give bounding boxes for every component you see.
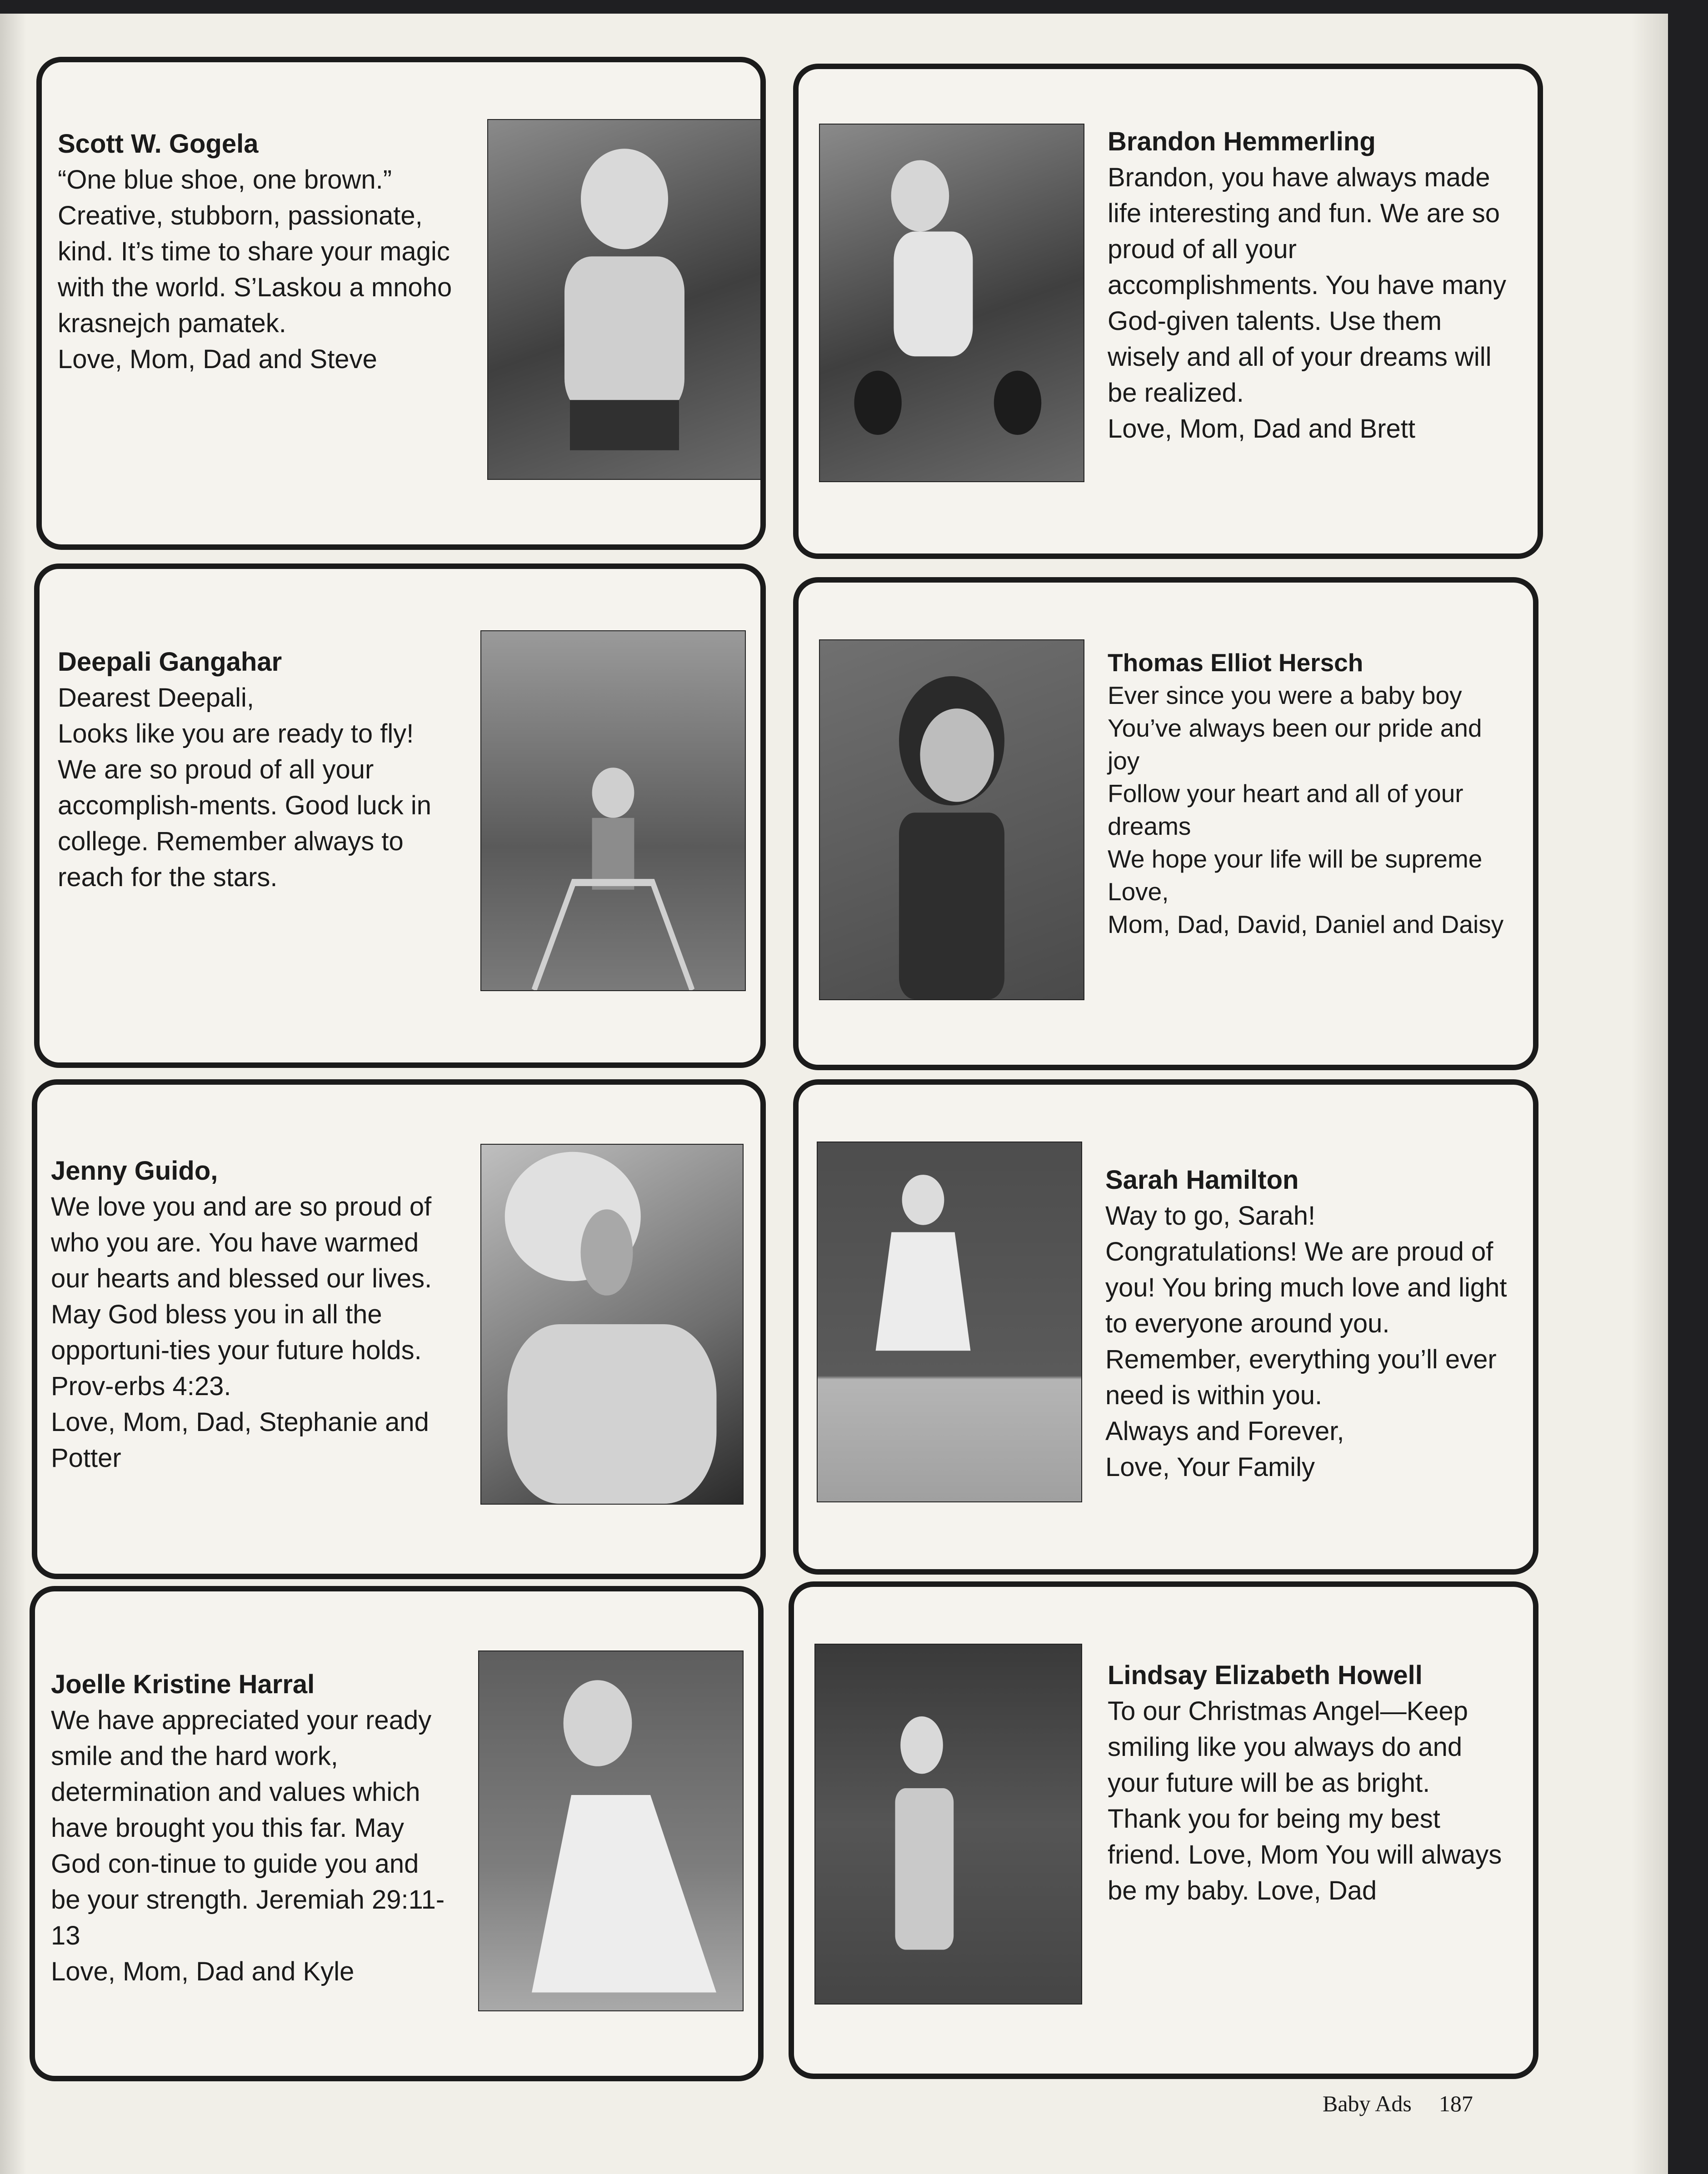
book-spine-shadow	[0, 14, 26, 2174]
baby-photo	[819, 124, 1084, 482]
ad-name: Lindsay Elizabeth Howell	[1108, 1660, 1423, 1690]
ad-name: Jenny Guido,	[51, 1156, 218, 1186]
ad-text	[1108, 124, 1508, 447]
ad-text	[51, 1153, 460, 1476]
ad-message: Ever since you were a baby boy You’ve always been our pride and joy Follow your heart and all of your dreams We hope your life will be supreme Love, Mom, Dad, David, Daniel and Daisy	[1108, 681, 1504, 938]
page-footer	[1323, 2090, 1500, 2117]
ad-message: To our Christmas Angel—Keep smiling like you always do and your future will be as bright. Thank you for being my best friend. Love, Mom You will always be my baby. Love, Dad	[1108, 1696, 1502, 1905]
baby-photo	[480, 1144, 744, 1505]
ad-name: Scott W. Gogela	[58, 129, 259, 159]
baby-ad-joelle-harral	[30, 1586, 764, 2081]
baby-photo	[817, 1142, 1082, 1502]
ad-text	[1108, 1657, 1508, 1909]
ad-message: Way to go, Sarah! Congratulations! We are proud of you! You bring much love and light to everyone around you. Remember, everything you’ll ever need is within you. Always and Forever, Love, Your Family	[1105, 1201, 1507, 1482]
baby-photo	[480, 630, 746, 991]
baby-photo	[819, 639, 1084, 1000]
baby-photo	[478, 1650, 744, 2011]
section-title: Baby Ads	[1323, 2091, 1412, 2116]
page-edge-shadow	[1632, 14, 1668, 2174]
ad-message: “One blue shoe, one brown.” Creative, stubborn, passionate, kind. It’s time to share your magic with the world. S’Laskou a mnoho krasnejch pamatek. Love, Mom, Dad and Steve	[58, 165, 452, 374]
ad-name: Joelle Kristine Harral	[51, 1670, 315, 1699]
yearbook-page	[0, 14, 1668, 2174]
baby-ad-scott-gogela	[36, 57, 766, 550]
ad-message: We love you and are so proud of who you are. You have warmed our hearts and blessed our lives. May God bless you in all the opportuni-ties your future holds. Prov-erbs 4:23. Love, Mom, Dad, Stephanie and Potter	[51, 1192, 432, 1473]
ad-name: Deepali Gangahar	[58, 647, 282, 677]
ad-text	[51, 1666, 451, 1990]
page-number: 187	[1438, 2091, 1473, 2116]
baby-photo	[487, 119, 762, 480]
ad-name: Thomas Elliot Hersch	[1108, 648, 1363, 677]
ad-text	[58, 644, 458, 895]
baby-ad-thomas-hersch	[793, 577, 1538, 1070]
ad-message: Dearest Deepali, Looks like you are ready to fly! We are so proud of all your accomplish-ments. Good luck in college. Remember always to reach for the stars.	[58, 683, 431, 892]
ad-text	[1108, 646, 1508, 941]
ad-name: Brandon Hemmerling	[1108, 127, 1376, 156]
ad-text	[58, 126, 453, 377]
baby-ad-lindsay-howell	[789, 1581, 1538, 2079]
baby-ad-deepali-gangahar	[34, 563, 766, 1068]
baby-ad-jenny-guido	[32, 1079, 766, 1579]
ad-name: Sarah Hamilton	[1105, 1165, 1299, 1195]
baby-ad-sarah-hamilton	[793, 1079, 1538, 1575]
baby-ad-brandon-hemmerling	[793, 64, 1543, 559]
ad-message: We have appreciated your ready smile and the hard work, determination and values which have brought you this far. May God con-tinue to guide you and be your strength. Jeremiah 29:11-13 Love, Mom, Dad and Kyle	[51, 1705, 445, 1986]
ad-message: Brandon, you have always made life interesting and fun. We are so proud of all your accomplishments. You have many God-given talents. Use them wisely and all of your dreams will be realized. Love, Mom, Dad and Brett	[1108, 163, 1506, 444]
ad-text	[1105, 1162, 1514, 1485]
baby-photo	[814, 1644, 1082, 2004]
